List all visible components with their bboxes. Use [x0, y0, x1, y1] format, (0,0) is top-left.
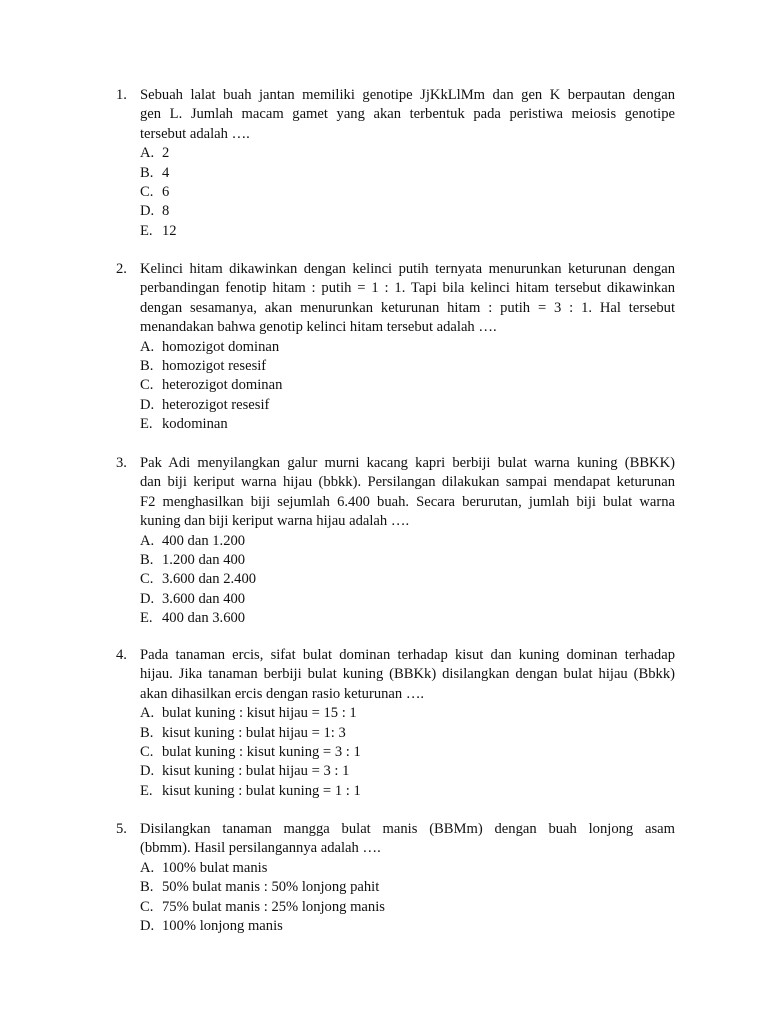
- answer-option-b[interactable]: [140, 357, 675, 376]
- option-letter: D.: [140, 918, 155, 935]
- option-text: heterozigot resesif: [162, 396, 270, 413]
- answer-options: [140, 859, 675, 937]
- question-text-line: kuning dan biji keriput warna hijau adalah ….: [140, 513, 410, 530]
- answer-option-d[interactable]: [140, 202, 675, 221]
- option-text: kodominan: [162, 416, 228, 433]
- question-text-line: Disilangkan tanaman mangga bulat manis (BBMm) dengan buah lonjong asam: [140, 821, 675, 837]
- question-2: [116, 260, 675, 435]
- option-letter: B.: [140, 358, 154, 375]
- question-text-line: dengan sesamanya, akan menurunkan keturunan hitam : putih = 3 : 1. Hal tersebut: [140, 299, 675, 316]
- option-letter: B.: [140, 879, 154, 896]
- question-text: [140, 260, 675, 338]
- option-letter: B.: [140, 552, 154, 569]
- option-letter: C.: [140, 744, 154, 761]
- question-number: 1.: [116, 87, 127, 103]
- question-text: [140, 454, 675, 532]
- option-letter: B.: [140, 164, 154, 181]
- answer-option-e[interactable]: [140, 222, 675, 241]
- option-letter: C.: [140, 184, 154, 201]
- option-letter: E.: [140, 222, 153, 239]
- option-text: bulat kuning : kisut kuning = 3 : 1: [162, 744, 361, 761]
- option-text: kisut kuning : bulat hijau = 3 : 1: [162, 763, 350, 780]
- question-number: 5.: [116, 821, 127, 837]
- answer-option-c[interactable]: [140, 376, 675, 395]
- option-text: heterozigot dominan: [162, 377, 283, 394]
- option-text: 75% bulat manis : 25% lonjong manis: [162, 898, 385, 915]
- option-text: kisut kuning : bulat kuning = 1 : 1: [162, 782, 361, 799]
- option-letter: D.: [140, 396, 155, 413]
- answer-options: [140, 144, 675, 241]
- answer-option-b[interactable]: [140, 164, 675, 183]
- option-text: 12: [162, 222, 177, 239]
- option-text: 100% lonjong manis: [162, 918, 283, 935]
- question-number: 2.: [116, 261, 127, 277]
- question-text-line: akan dihasilkan ercis dengan rasio keturunan ….: [140, 685, 425, 702]
- question-number: 3.: [116, 455, 127, 471]
- option-text: 6: [162, 184, 170, 201]
- option-text: homozigot dominan: [162, 338, 280, 355]
- option-text: 3.600 dan 400: [162, 590, 246, 607]
- option-text: 400 dan 1.200: [162, 532, 246, 549]
- option-text: 4: [162, 164, 170, 181]
- answer-option-c[interactable]: [140, 898, 675, 917]
- answer-option-c[interactable]: [140, 570, 675, 589]
- option-letter: A.: [140, 859, 155, 876]
- question-text: [140, 86, 675, 144]
- option-text: bulat kuning : kisut hijau = 15 : 1: [162, 705, 357, 722]
- answer-options: [140, 532, 675, 629]
- answer-options: [140, 704, 675, 801]
- answer-option-a[interactable]: [140, 338, 675, 357]
- answer-option-c[interactable]: [140, 743, 675, 762]
- option-letter: E.: [140, 416, 153, 433]
- option-text: kisut kuning : bulat hijau = 1: 3: [162, 724, 346, 741]
- question-text-line: Pak Adi menyilangkan galur murni kacang kapri berbiji bulat warna kuning (BBKK): [140, 455, 675, 471]
- answer-option-a[interactable]: [140, 704, 675, 723]
- answer-option-b[interactable]: [140, 878, 675, 897]
- question-text-line: gen L. Jumlah macam gamet yang akan terbentuk pada peristiwa meiosis genotipe: [140, 106, 675, 123]
- option-letter: A.: [140, 145, 155, 162]
- question-text-line: tersebut adalah ….: [140, 125, 250, 142]
- option-letter: C.: [140, 377, 154, 394]
- option-text: 3.600 dan 2.400: [162, 571, 257, 588]
- question-4: [116, 646, 675, 801]
- option-letter: C.: [140, 571, 154, 588]
- answer-option-a[interactable]: [140, 144, 675, 163]
- answer-options: [140, 338, 675, 435]
- option-letter: A.: [140, 532, 155, 549]
- answer-option-a[interactable]: [140, 532, 675, 551]
- option-letter: E.: [140, 610, 153, 627]
- question-text-line: Kelinci hitam dikawinkan dengan kelinci putih ternyata menurunkan keturunan dengan: [140, 261, 675, 277]
- option-letter: A.: [140, 338, 155, 355]
- option-text: homozigot resesif: [162, 358, 267, 375]
- answer-option-c[interactable]: [140, 183, 675, 202]
- option-text: 1.200 dan 400: [162, 552, 246, 569]
- answer-option-d[interactable]: [140, 396, 675, 415]
- option-letter: D.: [140, 590, 155, 607]
- answer-option-a[interactable]: [140, 859, 675, 878]
- question-text-line: hijau. Jika tanaman berbiji bulat kuning (BBKk) disilangkan dengan bulat hijau (Bbkk): [140, 666, 675, 683]
- question-text-line: menandakan bahwa genotip kelinci hitam tersebut adalah ….: [140, 319, 497, 336]
- question-1: [116, 86, 675, 241]
- option-text: 400 dan 3.600: [162, 610, 246, 627]
- answer-option-b[interactable]: [140, 551, 675, 570]
- option-letter: A.: [140, 705, 155, 722]
- answer-option-b[interactable]: [140, 724, 675, 743]
- answer-option-d[interactable]: [140, 917, 675, 936]
- answer-option-e[interactable]: [140, 415, 675, 434]
- option-letter: C.: [140, 898, 154, 915]
- question-text-line: dan biji keriput warna hijau (bbkk). Persilangan dilakukan sampai mendapat keturunan: [140, 474, 675, 491]
- option-text: 8: [162, 203, 170, 220]
- option-letter: B.: [140, 724, 154, 741]
- option-letter: D.: [140, 763, 155, 780]
- option-text: 50% bulat manis : 50% lonjong pahit: [162, 879, 380, 896]
- question-text: [140, 820, 675, 859]
- option-text: 100% bulat manis: [162, 859, 268, 876]
- option-letter: D.: [140, 203, 155, 220]
- question-number: 4.: [116, 647, 127, 663]
- question-text-line: Sebuah lalat buah jantan memiliki genotipe JjKkLlMm dan gen K berpautan dengan: [140, 87, 675, 103]
- answer-option-e[interactable]: [140, 782, 675, 801]
- question-text-line: (bbmm). Hasil persilangannya adalah ….: [140, 840, 381, 857]
- question-5: [116, 820, 675, 936]
- question-3: [116, 454, 675, 629]
- answer-option-d[interactable]: [140, 762, 675, 781]
- question-text: [140, 646, 675, 704]
- answer-option-e[interactable]: [140, 609, 675, 628]
- question-text-line: perbandingan fenotip hitam : putih = 1 : 1. Tapi bila kelinci hitam tersebut dikawinkan: [140, 280, 675, 297]
- option-text: 2: [162, 145, 170, 162]
- question-text-line: Pada tanaman ercis, sifat bulat dominan terhadap kisut dan kuning dominan terhadap: [140, 647, 675, 663]
- answer-option-d[interactable]: [140, 590, 675, 609]
- option-letter: E.: [140, 782, 153, 799]
- question-text-line: F2 menghasilkan biji sejumlah 6.400 buah. Secara berurutan, jumlah biji bulat warna: [140, 493, 675, 510]
